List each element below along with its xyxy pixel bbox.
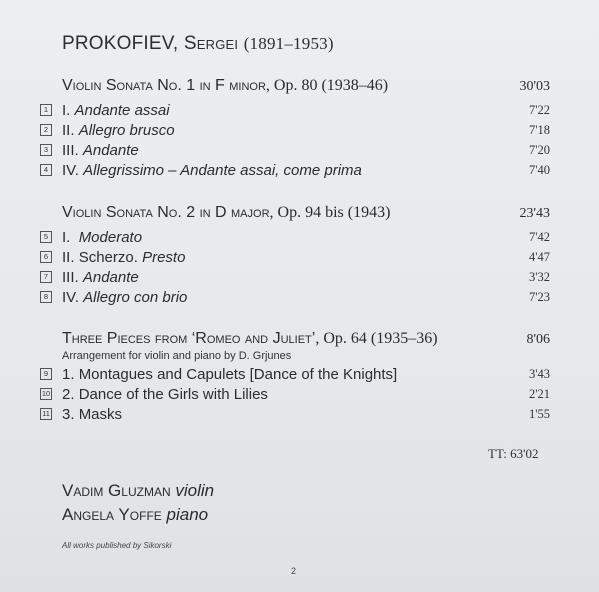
movement-number: 3.: [62, 405, 75, 423]
track-number-box: 5: [40, 231, 52, 243]
track-duration: 7'23: [528, 289, 550, 304]
arrangement-note: Arrangement for violin and piano by D. Grjunes: [62, 350, 292, 362]
track-duration: 7'18: [528, 122, 550, 137]
performer-name: Angela Yoffe: [62, 505, 162, 524]
performer-piano: [62, 505, 208, 525]
movement-prefix: Scherzo.: [78, 248, 143, 266]
track-number-box: 9: [40, 368, 52, 380]
track-number-box: 10: [41, 389, 51, 398]
movement-number: II.: [62, 121, 75, 139]
track-row: [40, 100, 550, 120]
movement-number: III.: [62, 268, 79, 286]
work-heading: [40, 77, 550, 95]
movement-title: Andante: [82, 141, 139, 159]
work-heading: [40, 330, 550, 348]
total-time: TT: 63'02: [488, 446, 539, 461]
track-row: [40, 267, 550, 287]
track-duration: 4'47: [528, 249, 550, 264]
movement-title: Masks: [78, 405, 123, 423]
movement-number: II.: [62, 248, 75, 266]
work-duration: 30'03: [519, 79, 550, 94]
track-row: [40, 247, 550, 267]
track-duration: 3'32: [528, 269, 550, 284]
movement-title: Dance of the Girls with Lilies: [78, 385, 268, 403]
track-row: [40, 160, 550, 180]
work-violin-sonata-1: [40, 77, 550, 180]
track-row: [40, 287, 550, 307]
track-row: [40, 364, 550, 384]
work-opus: , Op. 64 (1935–36): [315, 330, 438, 347]
work-duration: 8'06: [526, 332, 550, 347]
movement-title: Presto: [142, 248, 186, 266]
performer-name: Vadim Gluzman: [62, 481, 171, 500]
composer-years: (1891–1953): [243, 34, 334, 53]
track-number-box: 7: [40, 271, 52, 283]
work-opus: , Op. 80 (1938–46): [265, 77, 389, 94]
work-opus: , Op. 94 bis (1943): [269, 204, 391, 221]
composer-surname: PROKOFIEV,: [62, 33, 184, 54]
work-title: Violin Sonata No. 1 in F minor: [62, 77, 266, 94]
movement-title: Allegrissimo – Andante assai, come prima: [83, 161, 362, 179]
movement-title: Allegro brusco: [78, 121, 175, 139]
movement-title: Moderato: [78, 228, 143, 246]
movement-number: I.: [62, 101, 71, 119]
movement-number: IV.: [62, 288, 79, 306]
composer-heading: [62, 33, 334, 55]
track-duration: 7'22: [528, 102, 550, 117]
track-duration: 2'21: [528, 386, 550, 401]
performer-instrument: piano: [166, 505, 209, 524]
track-duration: 1'55: [528, 406, 550, 421]
track-row: [40, 404, 550, 424]
movement-number: 1.: [62, 365, 75, 383]
work-violin-sonata-2: [40, 204, 550, 307]
track-duration: 7'20: [528, 142, 550, 157]
track-duration: 7'40: [528, 162, 550, 177]
track-number-box: 6: [40, 251, 52, 263]
movement-title: Andante: [82, 268, 139, 286]
track-row: [40, 120, 550, 140]
track-number-box: 11: [40, 408, 52, 420]
work-heading: [40, 204, 550, 222]
movement-number: IV.: [62, 161, 79, 179]
track-number-box: 2: [40, 124, 52, 136]
track-row: [40, 140, 550, 160]
movement-title: Montagues and Capulets [Dance of the Knights]: [78, 365, 398, 383]
work-title: Violin Sonata No. 2 in D major: [62, 204, 270, 221]
publisher-note: All works published by Sikorski: [62, 541, 172, 550]
movement-number: I.: [62, 228, 71, 246]
page-number: 2: [291, 566, 297, 576]
movement-title: Allegro con brio: [83, 288, 188, 306]
track-number-box: 8: [40, 291, 52, 303]
work-duration: 23'43: [519, 206, 550, 221]
track-row: [40, 384, 550, 404]
track-duration: 7'42: [528, 229, 550, 244]
work-romeo-and-juliet: [40, 330, 550, 424]
track-number-box: 4: [40, 164, 52, 176]
movement-title: Andante assai: [74, 101, 170, 119]
performer-violin: [62, 481, 214, 501]
movement-number: III.: [62, 141, 79, 159]
track-row: [40, 227, 550, 247]
track-number-box: 3: [40, 144, 52, 156]
track-duration: 3'43: [528, 366, 550, 381]
work-title: Three Pieces from ‘Romeo and Juliet’: [62, 330, 316, 347]
movement-number: 2.: [62, 385, 75, 403]
composer-firstname: Sergei: [183, 33, 239, 54]
track-number-box: 1: [40, 104, 52, 116]
performer-instrument: violin: [175, 481, 215, 500]
